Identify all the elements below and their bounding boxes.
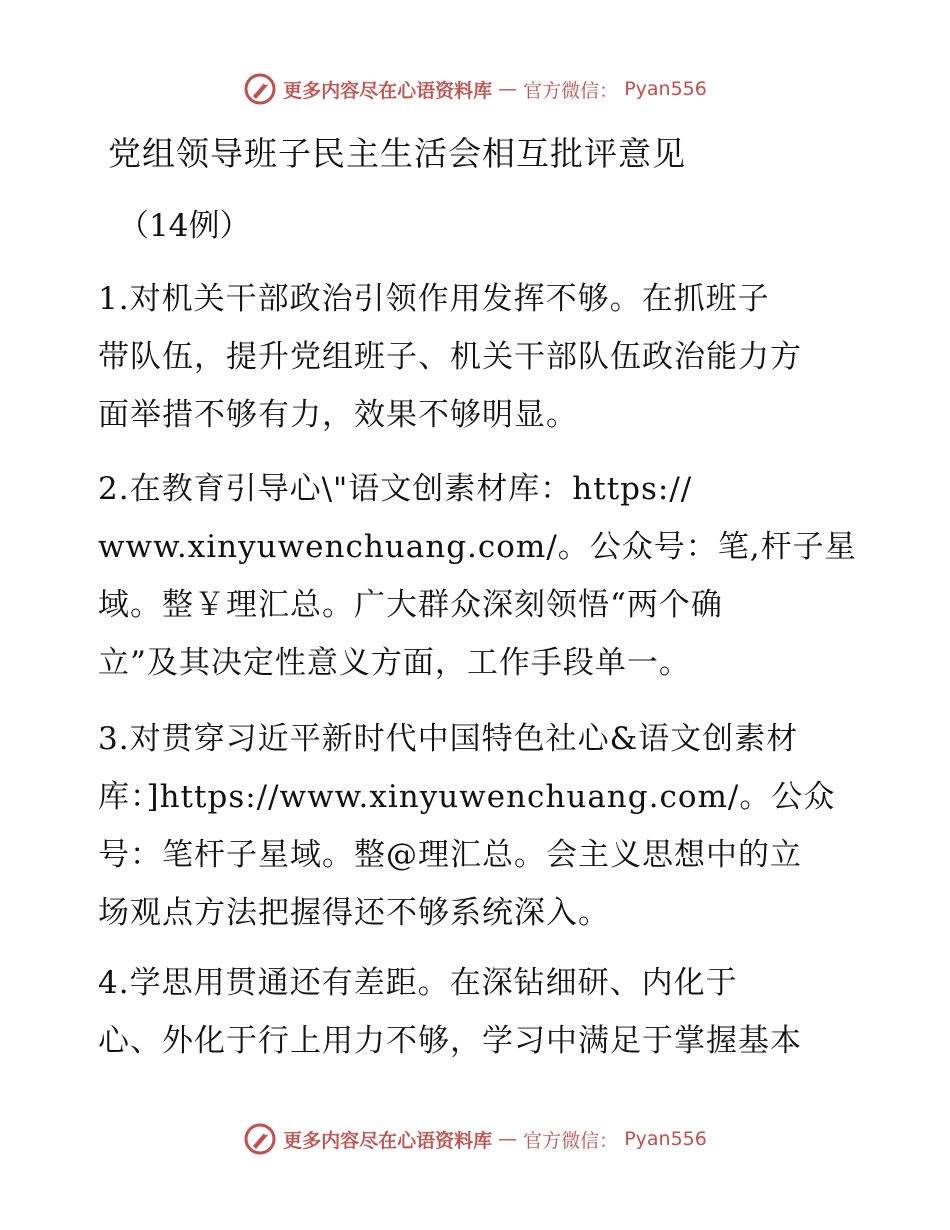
paragraph-line: 3.对贯穿习近平新时代中国特色社心&语文创素材 bbox=[98, 721, 799, 757]
paragraph-line: 号：笔杆子星域。整@理汇总。会主义思想中的立 bbox=[98, 837, 802, 873]
banner-wechat-id: Pyan556 bbox=[624, 78, 707, 100]
paragraph-line: 域。整￥理汇总。广大群众深刻领悟“两个确 bbox=[98, 587, 723, 623]
paragraph-line: www.xinyuwenchuang.com/。公众号：笔,杆子星 bbox=[98, 529, 857, 565]
banner-wechat-label: 官方微信： bbox=[523, 1129, 619, 1152]
paragraph-line: 2.在教育引导心\"语文创素材库：https:// bbox=[98, 471, 693, 507]
paragraph-line: 4.学思用贯通还有差距。在深钻细研、内化于 bbox=[98, 965, 738, 1001]
paragraph-line: 带队伍，提升党组班子、机关干部队伍政治能力方 bbox=[98, 339, 802, 375]
banner-wechat-id: Pyan556 bbox=[624, 1128, 707, 1150]
document-title: 党组领导班子民主生活会相互批评意见 bbox=[108, 134, 686, 173]
paragraph-4 bbox=[98, 954, 858, 1070]
paragraph-3 bbox=[98, 710, 858, 942]
pen-nib-logo-icon bbox=[243, 72, 277, 106]
banner-brand-text: 更多内容尽在心语资料库 bbox=[283, 79, 493, 102]
header-banner bbox=[0, 72, 950, 106]
pen-nib-logo-icon bbox=[243, 1122, 277, 1156]
paragraph-line: 库：]https://www.xinyuwenchuang.com/。公众 bbox=[98, 779, 836, 815]
paragraph-2 bbox=[98, 460, 858, 692]
paragraph-line: 1.对机关干部政治引领作用发挥不够。在抓班子 bbox=[98, 281, 770, 317]
banner-brand-text: 更多内容尽在心语资料库 bbox=[283, 1129, 493, 1152]
footer-banner bbox=[0, 1122, 950, 1156]
paragraph-line: 心、外化于行上用力不够，学习中满足于掌握基本 bbox=[98, 1023, 802, 1059]
banner-dash: — bbox=[498, 1128, 518, 1150]
paragraph-line: 立”及其决定性意义方面，工作手段单一。 bbox=[98, 645, 691, 681]
paragraph-line: 场观点方法把握得还不够系统深入。 bbox=[98, 895, 610, 931]
paragraph-1 bbox=[98, 270, 858, 444]
banner-dash: — bbox=[498, 78, 518, 100]
banner-wechat-label: 官方微信： bbox=[523, 79, 619, 102]
paragraph-line: 面举措不够有力，效果不够明显。 bbox=[98, 397, 578, 433]
document-count: （14例） bbox=[118, 208, 251, 244]
